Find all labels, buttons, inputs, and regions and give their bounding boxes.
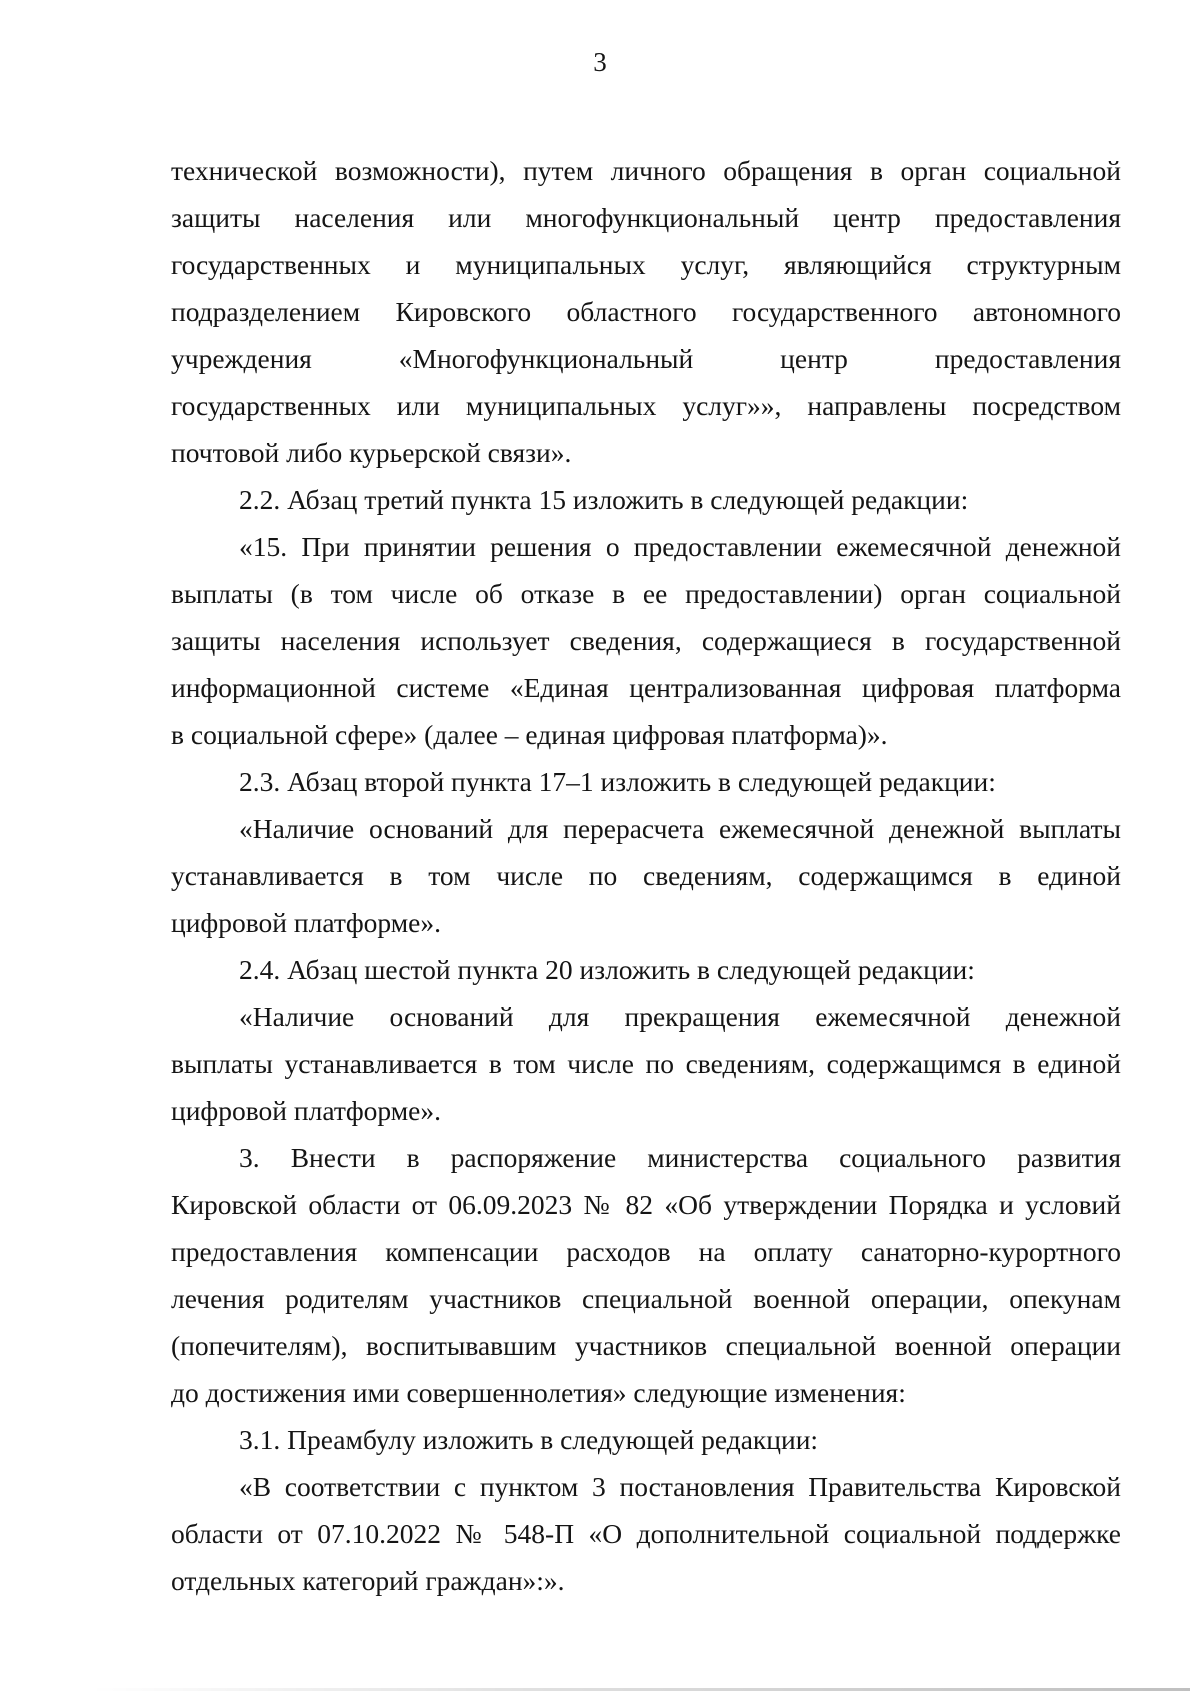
text-line: Кировской области от 06.09.2023 № 82 «Об утверждении Порядка и условий	[171, 1189, 1121, 1220]
text-line: лечения родителям участников специальной военной операции, опекунам	[171, 1283, 1121, 1314]
text-line: в социальной сфере» (далее – единая цифровая платформа)».	[171, 719, 888, 750]
text-line: 3.1. Преамбулу изложить в следующей редакции:	[239, 1424, 819, 1455]
text-line: предоставления компенсации расходов на оплату санаторно-курортного	[171, 1236, 1121, 1267]
page-number: 3	[593, 47, 607, 77]
text-line: 2.2. Абзац третий пункта 15 изложить в следующей редакции:	[239, 484, 969, 515]
scan-edge-artifact	[90, 1688, 1190, 1691]
text-line: «15. При принятии решения о предоставлении ежемесячной денежной	[239, 531, 1121, 562]
text-line: 3. Внести в распоряжение министерства социального развития	[239, 1142, 1121, 1173]
text-line: 2.4. Абзац шестой пункта 20 изложить в следующей редакции:	[239, 954, 975, 985]
text-line: устанавливается в том числе по сведениям, содержащимся в единой	[171, 860, 1121, 891]
text-line: подразделением Кировского областного государственного автономного	[171, 296, 1121, 327]
text-line: цифровой платформе».	[171, 1095, 441, 1126]
text-line: информационной системе «Единая централизованная цифровая платформа	[171, 672, 1121, 703]
text-line: государственных или муниципальных услуг»», направлены посредством	[171, 390, 1121, 421]
text-line: отдельных категорий граждан»:».	[171, 1565, 565, 1596]
document-body	[171, 147, 1121, 1604]
text-line: государственных и муниципальных услуг, являющийся структурным	[171, 249, 1121, 280]
text-line: защиты населения использует сведения, содержащиеся в государственной	[171, 625, 1121, 656]
text-line: учреждения «Многофункциональный центр предоставления	[171, 343, 1121, 374]
text-line: «Наличие оснований для перерасчета ежемесячной денежной выплаты	[239, 813, 1121, 844]
text-line: до достижения ими совершеннолетия» следующие изменения:	[171, 1377, 906, 1408]
text-line: (попечителям), воспитывавшим участников специальной военной операции	[171, 1330, 1121, 1361]
text-line: технической возможности), путем личного обращения в орган социальной	[171, 155, 1121, 186]
text-line: 2.3. Абзац второй пункта 17–1 изложить в следующей редакции:	[239, 766, 996, 797]
text-line: выплаты устанавливается в том числе по сведениям, содержащимся в единой	[171, 1048, 1121, 1079]
text-line: области от 07.10.2022 № 548-П «О дополнительной социальной поддержке	[171, 1518, 1121, 1549]
text-line: «Наличие оснований для прекращения ежемесячной денежной	[239, 1001, 1121, 1032]
text-line: «В соответствии с пунктом 3 постановления Правительства Кировской	[239, 1471, 1121, 1502]
text-line: защиты населения или многофункциональный центр предоставления	[171, 202, 1121, 233]
text-line: цифровой платформе».	[171, 907, 441, 938]
text-line: выплаты (в том числе об отказе в ее предоставлении) орган социальной	[171, 578, 1121, 609]
text-line: почтовой либо курьерской связи».	[171, 437, 572, 468]
